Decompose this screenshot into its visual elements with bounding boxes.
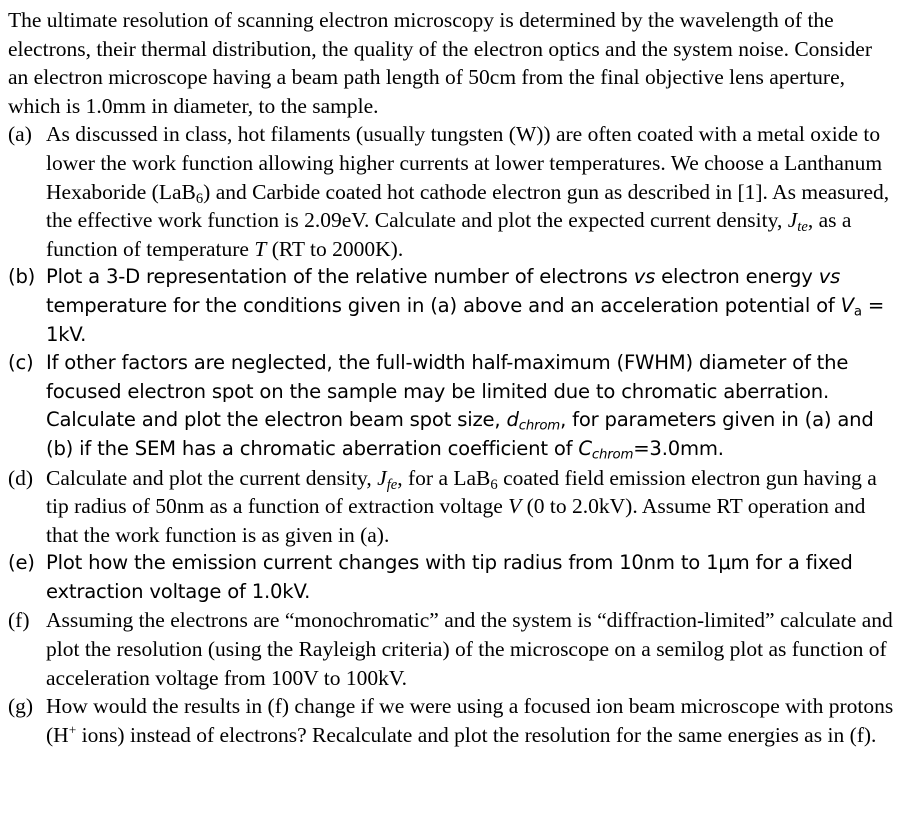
part-b-text-3: temperature for the conditions given in (a) above and an acceleration potential of — [46, 293, 841, 317]
part-d-var-j: J — [377, 465, 387, 490]
part-f-text: Assuming the electrons are “monochromatic” and the system is “diffraction-limited” calculate and plot the resolution (using the Rayleigh criteria) of the microscope on a semilog plot as function of acceleration voltage from 100V to 100kV. — [46, 608, 893, 690]
part-c-text — [46, 349, 897, 463]
part-g-text — [46, 692, 897, 749]
part-d — [8, 464, 897, 550]
part-a-text — [46, 120, 897, 263]
part-a-text-1: As discussed in class, hot filaments (usually tungsten (W)) are often coated with a metal oxide to lower the work function allowing higher currents at lower temperatures. We choose a Lanthanum Hexaboride (LaB — [46, 122, 883, 204]
part-f — [8, 606, 897, 692]
part-d-var-v: V — [508, 494, 522, 519]
part-d-text-3: coated field emission electron gun having a tip radius of 50nm as a function of extraction voltage — [46, 465, 877, 519]
part-e-text: Plot how the emission current changes with tip radius from 10nm to 1μm for a fixed extraction voltage of 1.0kV. — [46, 551, 853, 603]
part-d-subscript-6: 6 — [490, 476, 498, 493]
part-a-text-4: (RT to 2000K). — [266, 236, 404, 261]
part-f-label: (f) — [8, 608, 30, 633]
part-g-superscript-plus: + — [68, 722, 77, 738]
part-d-text-1: Calculate and plot the current density, — [46, 465, 378, 490]
part-g-text-2: ions) instead of electrons? Recalculate and plot the resolution for the same energies as in (f). — [76, 722, 877, 747]
part-c — [8, 349, 897, 463]
part-b-label: (b) — [8, 265, 36, 289]
part-c-var-c-subscript: chrom — [591, 447, 634, 463]
part-a-subscript-6: 6 — [195, 190, 204, 207]
part-g-text-1: How would the results in (f) change if we were using a focused ion beam microscope with protons (H — [46, 694, 894, 747]
part-a-label: (a) — [8, 122, 32, 147]
part-d-text — [46, 464, 897, 550]
part-d-text-2: , for a LaB — [397, 465, 491, 490]
part-d-label: (d) — [8, 465, 34, 490]
part-b-var-v: V — [840, 293, 854, 317]
part-d-var-j-subscript: fe — [386, 476, 398, 493]
part-b-var-v-subscript: a — [853, 304, 862, 320]
part-a-text-3: , as a function of temperature — [46, 208, 852, 261]
part-b-text-4: = 1kV. — [46, 293, 885, 346]
intro-paragraph: The ultimate resolution of scanning electron microscopy is determined by the wavelength of the electrons, their thermal distribution, the quality of the electron optics and the system noise. Consider an electron microscope having a beam path length of 50cm from the final objective lens aperture, which is 1.0mm in diameter, to the sample. — [8, 8, 872, 118]
part-c-var-c: C — [578, 436, 592, 460]
part-g-label: (g) — [8, 694, 34, 719]
part-b-text — [46, 263, 897, 349]
part-b — [8, 263, 897, 349]
part-c-var-d-subscript: chrom — [518, 419, 561, 435]
part-e-label: (e) — [8, 551, 35, 575]
part-e — [8, 549, 897, 606]
part-c-text-2: , for parameters given in (a) and (b) if the SEM has a chromatic aberration coefficient of — [46, 408, 874, 460]
part-b-text-2: electron energy — [655, 265, 819, 289]
part-a-var-j: J — [787, 208, 798, 233]
part-c-var-d: d — [506, 408, 519, 432]
part-c-text-1: If other factors are neglected, the full-width half-maximum (FWHM) diameter of the focused electron spot on the sample may be limited due to chromatic aberration. Calculate and plot the electron beam spot size, — [46, 351, 849, 432]
part-g — [8, 692, 897, 749]
part-a-text-2: ) and Carbide coated hot cathode electron gun as described in [1]. As measured, the effective work function is 2.09eV. Calculate and plot the expected current density, — [46, 179, 890, 233]
part-a-var-t: T — [254, 236, 267, 261]
part-b-vs-2: vs — [818, 265, 841, 289]
part-a — [8, 120, 897, 263]
part-b-vs-1: vs — [633, 265, 656, 289]
part-a-var-j-subscript: te — [797, 219, 808, 236]
part-b-text-1: Plot a 3-D representation of the relative number of electrons — [46, 265, 634, 289]
part-c-label: (c) — [8, 351, 34, 375]
part-d-text-4: (0 to 2.0kV). Assume RT operation and that the work function is as given in (a). — [46, 494, 866, 547]
part-c-text-3: =3.0mm. — [633, 436, 724, 460]
